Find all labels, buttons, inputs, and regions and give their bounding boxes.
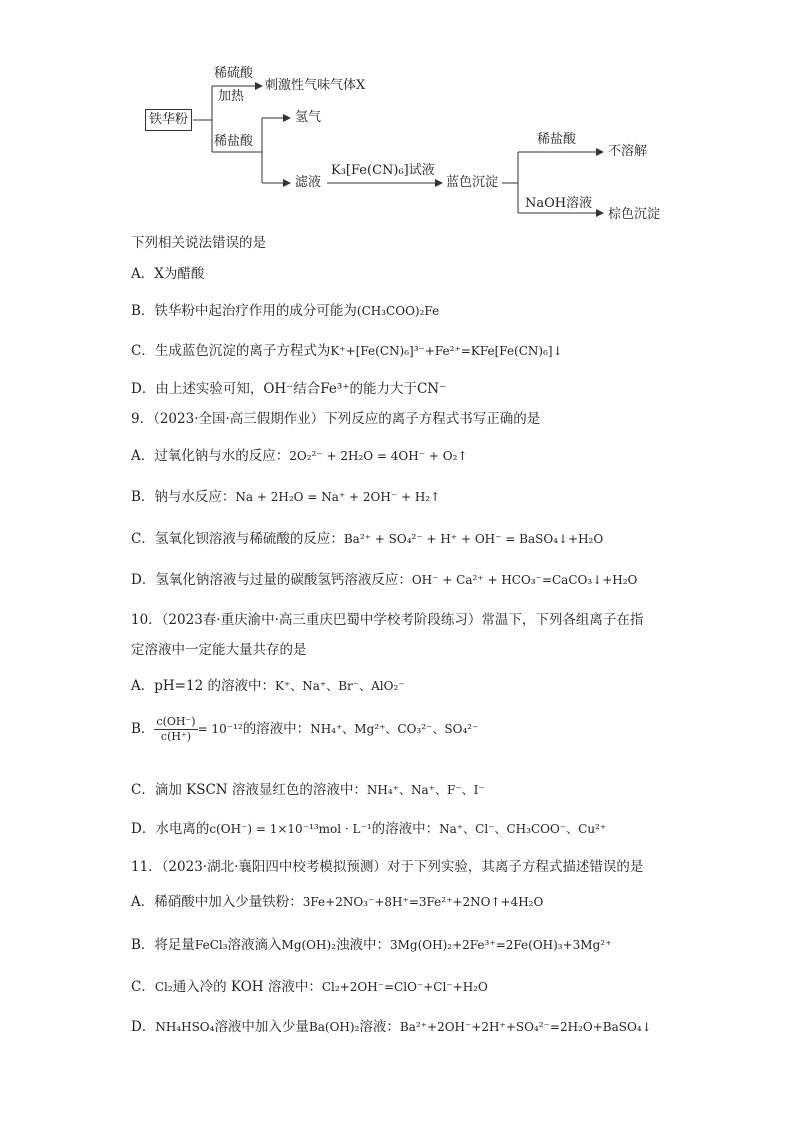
q9-option-d: [131, 571, 637, 589]
q10-option-c: [131, 781, 485, 799]
q9-option-c-formula: Ba²⁺ + SO₄²⁻ + H⁺ + OH⁻ = BaSO₄↓+H₂O: [343, 532, 604, 546]
fraction-numerator: c(OH⁻): [156, 715, 196, 728]
q10-option-a: [131, 677, 405, 695]
q10-stem-line1: 10．（2023春·重庆渝中·高三重庆巴蜀中学校考阶段练习）常温下，下列各组离子在指: [131, 612, 644, 628]
q11-option-c-formula2: Cl₂+2OH⁻=ClO⁻+Cl⁻+H₂O: [321, 980, 488, 994]
q11-option-c-formula1: Cl₂: [154, 980, 173, 994]
q11-option-d: [131, 1018, 652, 1036]
precipitate-label: 蓝色沉淀: [446, 175, 499, 190]
q11-option-d-formula1: NH₄HSO₄: [155, 1020, 215, 1034]
q8-option-c-text: C．生成蓝色沉淀的离子方程式为: [131, 343, 331, 359]
q10-option-b-formula: NH₄⁺、Mg²⁺、CO₃²⁻、SO₄²⁻: [310, 722, 479, 736]
q9-option-a: [131, 447, 467, 465]
start-box: 铁华粉: [145, 109, 192, 131]
q10-option-d-text: D．水电离的: [131, 821, 210, 837]
q9-option-c-text: C．氢氧化钡溶液与稀硫酸的反应：: [131, 531, 344, 547]
q11-option-a: [131, 893, 543, 911]
q10-option-a-text: A．pH=12 的溶液中：: [131, 678, 275, 694]
result3-label: 不溶解: [608, 144, 648, 159]
q11-option-d-text: 溶液中加入少量: [214, 1019, 309, 1035]
q11-option-b-formula3: 3Mg(OH)₂+2Fe³⁺=2Fe(OH)₃+3Mg²⁺: [389, 938, 612, 952]
q9-option-b-text: B．钠与水反应：: [131, 489, 236, 505]
q10-stem-line2: 定溶液中一定能大量共存的是: [131, 642, 307, 658]
q10-option-a-formula: K⁺、Na⁺、Br⁻、AlO₂⁻: [274, 679, 405, 693]
result4-label: 棕色沉淀: [608, 207, 661, 222]
q8-option-c-formula: K⁺+[Fe(CN)₆]³⁻+Fe²⁺=KFe[Fe(CN)₆]↓: [330, 344, 563, 358]
q11-stem: 11．（2023·湖北·襄阳四中校考模拟预测）对于下列实验，其离子方程式描述错误的是: [131, 859, 644, 875]
q10-option-c-formula: NH₄⁺、Na⁺、F⁻、I⁻: [366, 783, 485, 797]
reagent-label: K₃[Fe(CN)₆]试液: [331, 163, 435, 178]
q8-option-c: [131, 342, 563, 360]
q10-option-b-label: B．: [131, 721, 155, 737]
q11-option-d-formula2: Ba(OH)₂: [308, 1020, 360, 1034]
q10-option-d-formula: c(OH⁻) = 1×10⁻¹³mol · L⁻¹: [209, 822, 372, 836]
q11-option-b-text: B．将足量: [131, 937, 195, 953]
q11-option-c: [131, 978, 488, 996]
q11-option-d-label: D．: [131, 1019, 156, 1035]
branch3-label: 稀盐酸: [537, 132, 577, 147]
q10-option-b-fraction: [154, 715, 197, 744]
q11-option-d-text2: 溶液：: [359, 1019, 400, 1035]
q8-option-a: A．X为醋酸: [131, 266, 205, 282]
q11-option-c-text: 通入冷的 KOH 溶液中：: [172, 979, 322, 995]
q10-option-d-ions: Na⁺、Cl⁻、CH₃COO⁻、Cu²⁺: [439, 822, 607, 836]
q9-option-c: [131, 530, 603, 548]
q11-option-c-label: C．: [131, 979, 155, 995]
filtrate-label: 滤液: [295, 175, 322, 190]
diagram-lines: [0, 0, 794, 230]
q11-option-a-formula: 3Fe+2NO₃⁻+8H⁺=3Fe²⁺+2NO↑+4H₂O: [302, 895, 544, 909]
q9-option-b: [131, 488, 440, 506]
q8-option-b-text: B．铁华粉中起治疗作用的成分可能为: [131, 303, 357, 319]
q9-stem: 9．（2023·全国·高三假期作业）下列反应的离子方程式书写正确的是: [131, 411, 541, 427]
branch2-label: 稀盐酸: [214, 134, 254, 149]
q10-option-d: [131, 820, 606, 838]
q11-option-b-formula2: Mg(OH)₂: [281, 938, 336, 952]
fraction-denominator: c(H⁺): [160, 730, 192, 743]
branch4-label: NaOH溶液: [525, 196, 593, 211]
q9-option-d-formula: OH⁻ + Ca²⁺ + HCO₃⁻=CaCO₃↓+H₂O: [411, 573, 638, 587]
product1-label: 刺激性气味气体X: [265, 78, 366, 93]
q11-option-d-formula3: Ba²⁺+2OH⁻+2H⁺+SO₄²⁻=2H₂O+BaSO₄↓: [399, 1020, 652, 1034]
branch1-top-label: 稀硫酸: [214, 66, 254, 81]
q11-option-a-text: A．稀硝酸中加入少量铁粉：: [131, 894, 303, 910]
q9-option-d-text: D．氢氧化钠溶液与过量的碳酸氢钙溶液反应：: [131, 572, 412, 588]
flow-diagram: [0, 0, 794, 230]
q10-option-c-text: C．滴加 KSCN 溶液显红色的溶液中：: [131, 782, 367, 798]
q9-option-b-formula: Na + 2H₂O = Na⁺ + 2OH⁻ + H₂↑: [235, 490, 441, 504]
q10-option-d-text2: 的溶液中：: [371, 821, 440, 837]
q11-option-b-text2: 溶液滴入: [227, 937, 282, 953]
q8-stem: 下列相关说法错误的是: [131, 235, 266, 251]
branch1-bottom-label: 加热: [218, 89, 245, 104]
q11-option-b-formula1: FeCl₃: [194, 938, 228, 952]
product2-label: 氢气: [295, 110, 322, 125]
q9-option-a-formula: 2O₂²⁻ + 2H₂O = 4OH⁻ + O₂↑: [289, 449, 468, 463]
q11-option-b: [131, 936, 611, 954]
q10-option-b-text: 的溶液中：: [242, 721, 311, 737]
q8-option-b-formula: (CH₃COO)₂Fe: [356, 304, 440, 318]
q8-option-d: D．由上述实验可知，OH⁻结合Fe³⁺的能力大于CN⁻: [131, 381, 447, 397]
q8-option-b: [131, 302, 439, 320]
q10-option-b-eq: = 10⁻¹²: [197, 722, 243, 736]
q11-option-b-text3: 浊液中：: [335, 937, 390, 953]
q10-option-b: [131, 712, 478, 746]
q9-option-a-text: A．过氧化钠与水的反应：: [131, 448, 290, 464]
